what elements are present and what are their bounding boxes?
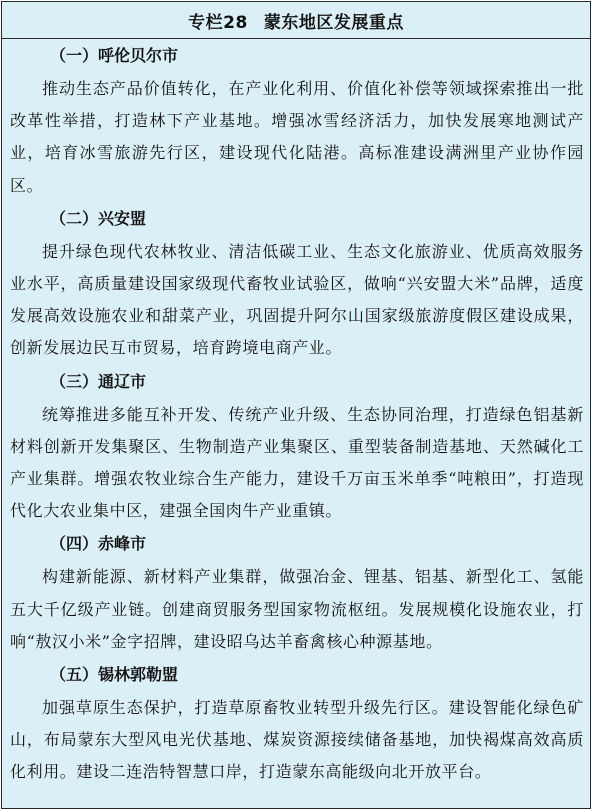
feature-box (1, 1, 591, 809)
box-title-text: 蒙东地区发展重点 (263, 12, 404, 33)
section-body-xilingol: 加强草原生态保护，打造草原畜牧业转型升级先行区。建设智能化绿色矿山，布局蒙东大型风电光伏基地、煤炭资源接续储备基地，加快褐煤高效高质化利用。建设二连浩特智慧口岸，打造蒙东高能级向北开放平台。 (10, 698, 584, 782)
section-heading-xingan: （二）兴安盟 (50, 208, 147, 228)
section-heading-chifeng: （四）赤峰市 (50, 534, 147, 554)
section-body-chifeng: 构建新能源、新材料产业集群，做强冶金、锂基、铝基、新型化工、氢能五大千亿级产业链。创建商贸服务型国家物流枢纽。发展规模化设施农业，打响“敖汉小米”金字招牌，建设昭乌达羊畜禽核心种源基地。 (10, 567, 584, 651)
section-heading-hulunbuir: （一）呼伦贝尔市 (50, 46, 179, 65)
section-body-tongliao: 统筹推进多能互补开发、传统产业升级、生态协同治理，打造绿色铝基新材料创新开发集聚区、生物制造产业集聚区、重型装备制造基地、天然碱化工产业集群。增强农牧业综合生产能力，建设千万亩玉米单季“吨粮田”，打造现代化大农业集中区，建强全国肉牛产业重镇。 (10, 404, 584, 521)
section-heading-tongliao: （三）通辽市 (50, 371, 147, 391)
box-title (2, 2, 590, 39)
section-body-xingan: 提升绿色现代农林牧业、清洁低碳工业、生态文化旅游业、优质高效服务业水平，高质量建设国家级现代畜牧业试验区，做响“兴安盟大米”品牌，适度发展高效设施农业和甜菜产业，巩固提升阿尔山国家级旅游度假区建设成果，创新发展边民互市贸易，培育跨境电商产业。 (10, 241, 584, 358)
section-body-hulunbuir: 推动生态产品价值转化，在产业化利用、价值化补偿等领域探索推出一批改革性举措，打造林下产业基地。增强冰雪经济活力，加快发展寒地测试产业，培育冰雪旅游先行区，建设现代化陆港。高标准建设满洲里产业协作园区。 (10, 79, 584, 195)
section-heading-xilingol: （五）锡林郭勒盟 (50, 665, 179, 685)
box-content (2, 39, 590, 789)
box-number: 专栏28 (188, 12, 248, 33)
